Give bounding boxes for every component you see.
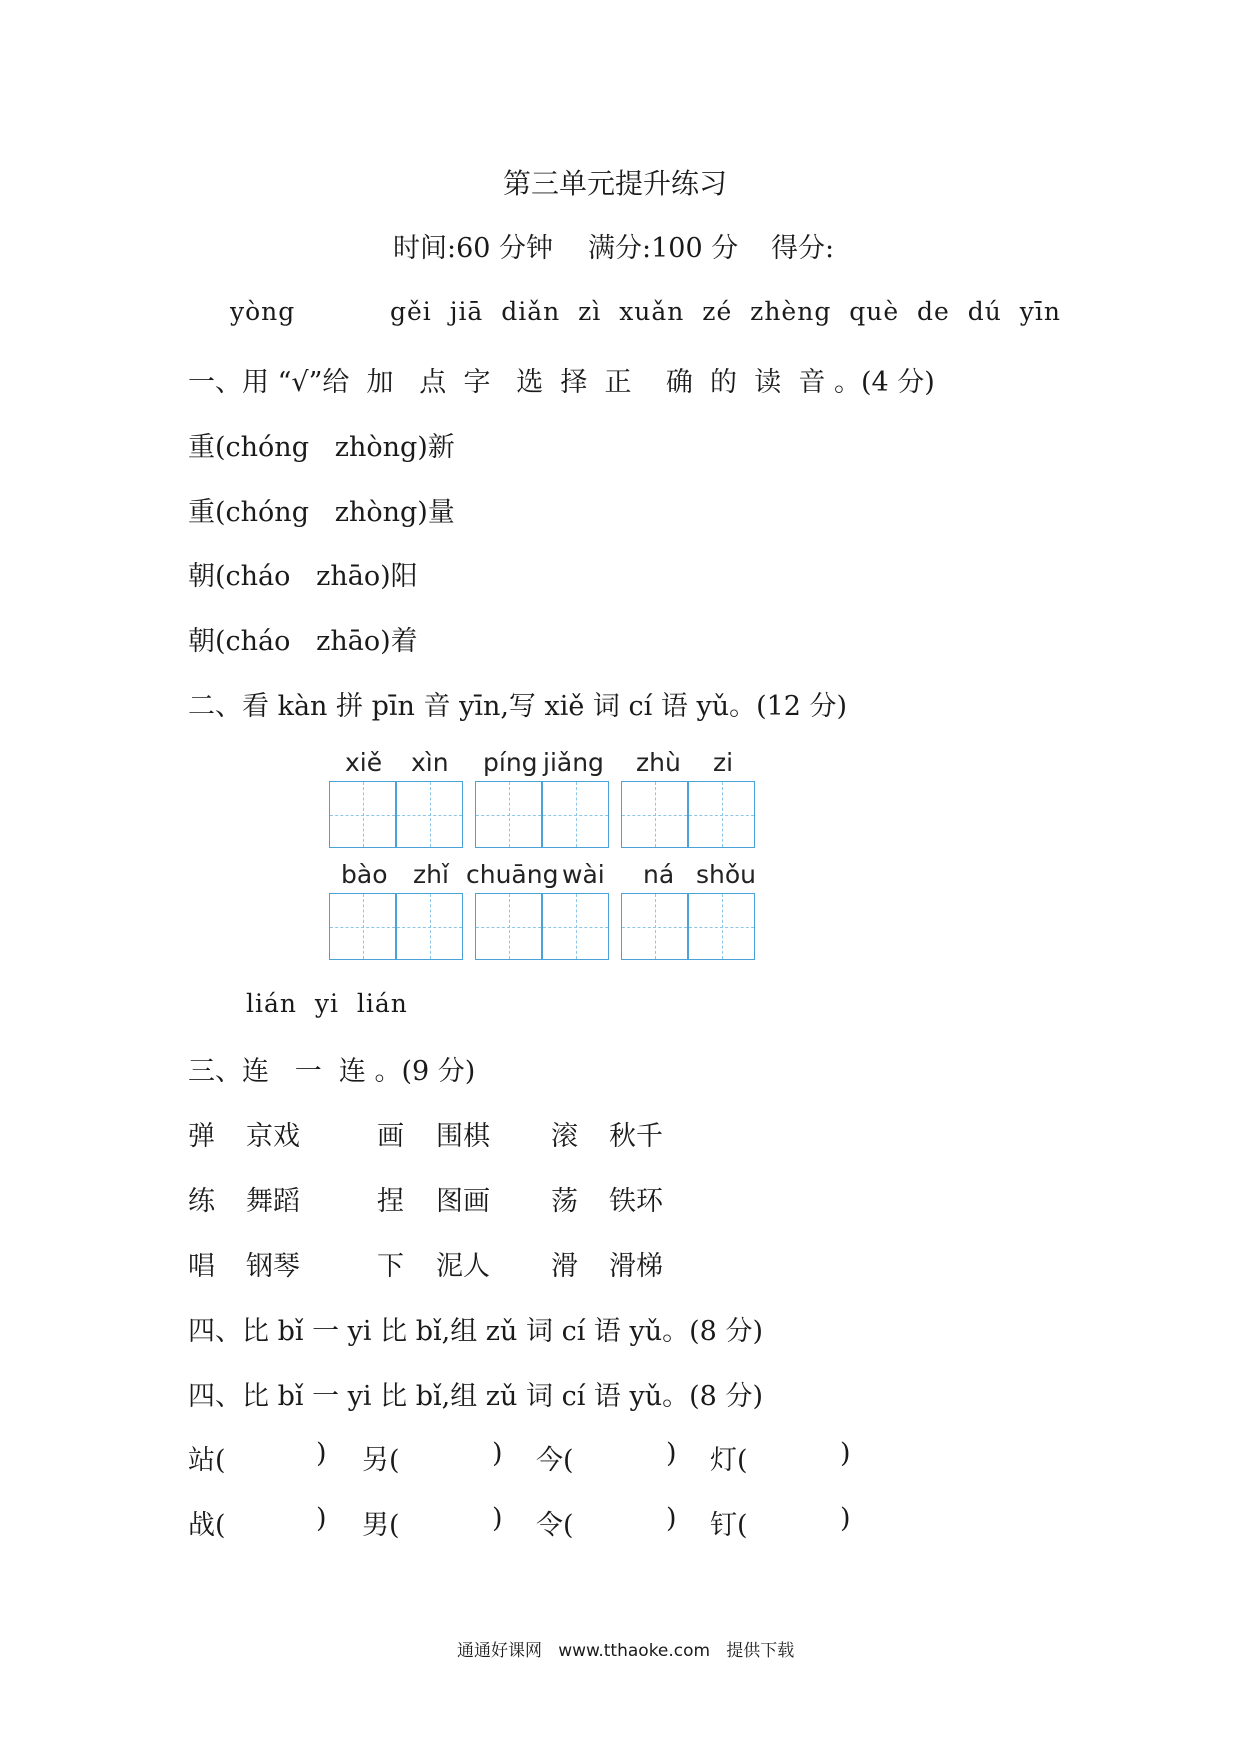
compare-char: 钉(: [710, 1510, 748, 1541]
match-word[interactable]: 钢琴: [246, 1251, 300, 1282]
page-title: 第三单元提升练习: [503, 167, 728, 200]
writing-box[interactable]: [396, 893, 463, 960]
q2-heading: 二、看 kàn 拼 pīn 音 yīn,写 xiě 词 cí 语 yǔ。(12 分): [188, 691, 848, 722]
match-word[interactable]: 滑: [551, 1251, 578, 1282]
answer-blank-close[interactable]: ): [666, 1503, 677, 1534]
compare-char: 男(: [362, 1510, 400, 1541]
match-word[interactable]: 滚: [551, 1121, 578, 1152]
pinyin-label: wài: [562, 860, 605, 889]
match-word[interactable]: 画: [377, 1121, 404, 1152]
q1-item: 重(chóng zhòng)量: [188, 497, 455, 528]
pinyin-label: zi: [713, 748, 734, 777]
compare-char: 令(: [536, 1510, 574, 1541]
word-box-group: [329, 860, 463, 965]
q1-pinyin-a: yòng: [230, 297, 296, 326]
writing-box[interactable]: [688, 893, 755, 960]
pinyin-label: zhǐ: [413, 860, 449, 889]
compare-char: 战(: [188, 1510, 226, 1541]
match-word[interactable]: 秋千: [609, 1121, 663, 1152]
q1-item: 朝(cháo zhāo)着: [188, 626, 418, 657]
answer-blank-close[interactable]: ): [840, 1503, 851, 1534]
match-word[interactable]: 滑梯: [609, 1251, 663, 1282]
pinyin-label: ná: [643, 860, 675, 889]
pinyin-label: xiě: [345, 748, 383, 777]
answer-blank-close[interactable]: ): [316, 1438, 327, 1469]
writing-box[interactable]: [542, 893, 609, 960]
pinyin-label: jiǎng: [543, 748, 604, 777]
compare-char: 灯(: [710, 1445, 748, 1476]
q1-item: 重(chóng zhòng)新: [188, 432, 455, 463]
word-box-group: [621, 748, 755, 853]
match-word[interactable]: 泥人: [436, 1251, 490, 1282]
pinyin-label: xìn: [411, 748, 449, 777]
writing-box[interactable]: [621, 893, 688, 960]
answer-blank-close[interactable]: ): [666, 1438, 677, 1469]
answer-blank-close[interactable]: ): [840, 1438, 851, 1469]
full-score-label: 满分:100 分: [588, 233, 739, 264]
time-label: 时间:60 分钟: [393, 233, 554, 264]
pinyin-label: bào: [341, 860, 388, 889]
match-word[interactable]: 围棋: [436, 1121, 490, 1152]
word-box-group: [466, 860, 609, 965]
pinyin-label: zhù: [636, 748, 681, 777]
q1-item: 朝(cháo zhāo)阳: [188, 561, 418, 592]
pinyin-label: píng: [483, 748, 538, 777]
q1-heading: 一、用 “√”给 加 点 字 选 择 正 确 的 读 音 。(4 分): [188, 367, 935, 398]
answer-blank-close[interactable]: ): [492, 1438, 503, 1469]
score-label: 得分:: [771, 233, 835, 264]
match-word[interactable]: 荡: [551, 1186, 578, 1217]
match-word[interactable]: 舞蹈: [246, 1186, 300, 1217]
writing-box[interactable]: [621, 781, 688, 848]
writing-box[interactable]: [688, 781, 755, 848]
match-word[interactable]: 下: [377, 1251, 404, 1282]
compare-char: 另(: [362, 1445, 400, 1476]
writing-box[interactable]: [542, 781, 609, 848]
match-word[interactable]: 唱: [188, 1251, 215, 1282]
q3-heading: 三、连 一 连 。(9 分): [188, 1056, 476, 1087]
pinyin-label: shǒu: [696, 860, 757, 889]
match-word[interactable]: 京戏: [246, 1121, 300, 1152]
q1-pinyin-b: gěi jiā diǎn zì xuǎn zé zhèng què de dú yīn: [390, 297, 1061, 326]
word-box-group: [329, 748, 463, 853]
word-box-group: [475, 748, 609, 853]
footer-credit: 通通好课网 www.tthaoke.com 提供下载: [457, 1641, 795, 1661]
q4-heading-repeat: 四、比 bǐ 一 yi 比 bǐ,组 zǔ 词 cí 语 yǔ。(8 分): [188, 1381, 763, 1412]
compare-char: 今(: [536, 1445, 574, 1476]
word-box-group: [621, 860, 755, 965]
q3-pinyin: lián yi lián: [246, 989, 408, 1018]
compare-char: 站(: [188, 1445, 226, 1476]
match-word[interactable]: 图画: [436, 1186, 490, 1217]
pinyin-label: chuāng: [466, 860, 559, 889]
match-word[interactable]: 弹: [188, 1121, 215, 1152]
q4-heading: 四、比 bǐ 一 yi 比 bǐ,组 zǔ 词 cí 语 yǔ。(8 分): [188, 1316, 763, 1347]
writing-box[interactable]: [329, 781, 396, 848]
writing-box[interactable]: [475, 781, 542, 848]
writing-box[interactable]: [396, 781, 463, 848]
answer-blank-close[interactable]: ): [316, 1503, 327, 1534]
match-word[interactable]: 铁环: [609, 1186, 663, 1217]
answer-blank-close[interactable]: ): [492, 1503, 503, 1534]
match-word[interactable]: 练: [188, 1186, 215, 1217]
writing-box[interactable]: [475, 893, 542, 960]
writing-box[interactable]: [329, 893, 396, 960]
match-word[interactable]: 捏: [377, 1186, 404, 1217]
